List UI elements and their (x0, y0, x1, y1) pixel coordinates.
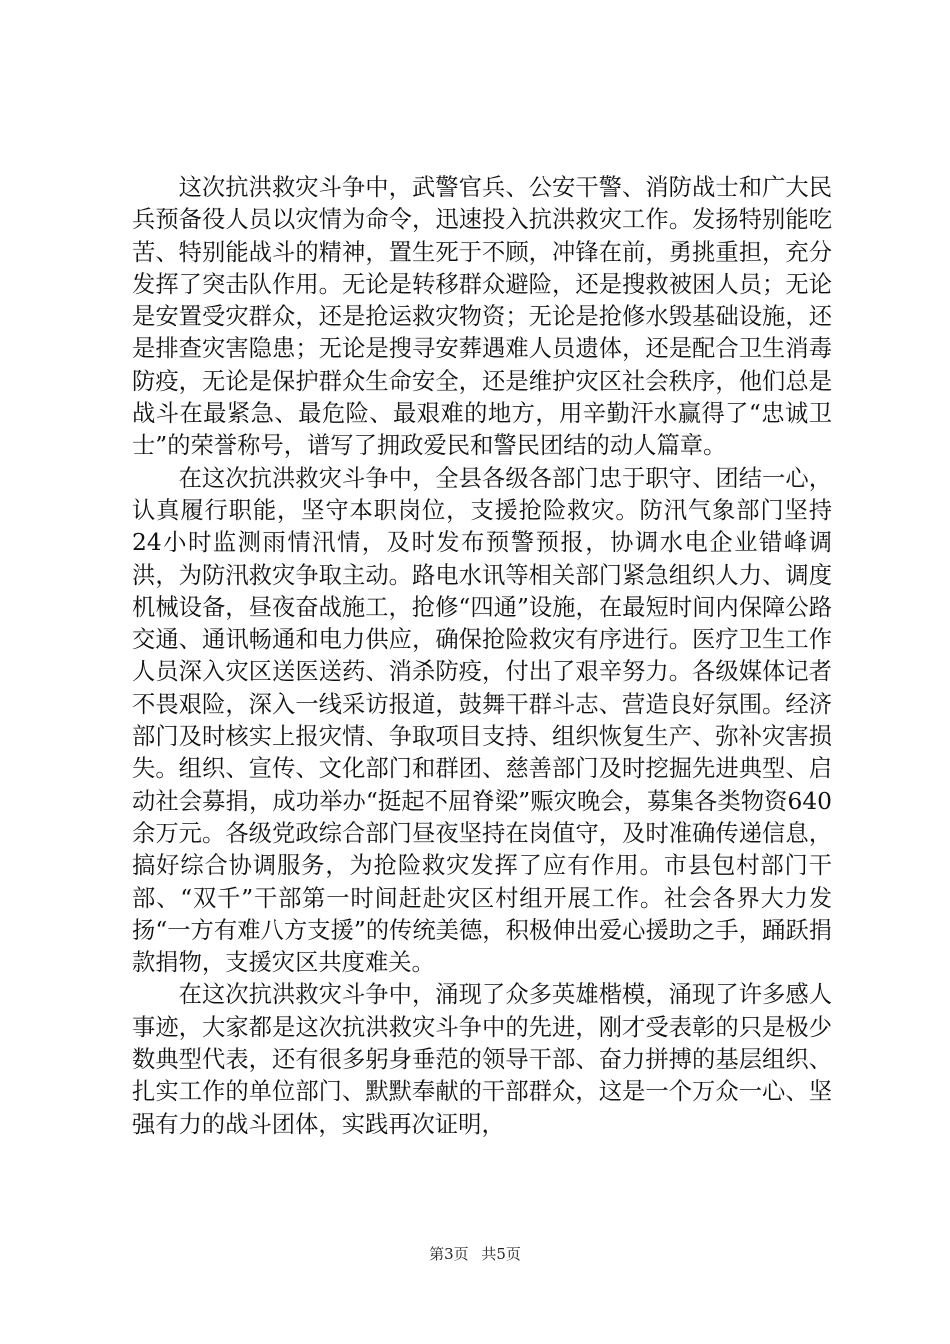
paragraph-1: 这次抗洪救灾斗争中，武警官兵、公安干警、消防战士和广大民兵预备役人员以灾情为命令，迅速投入抗洪救灾工作。发扬特别能吃苦、特别能战斗的精神，置生死于不顾，冲锋在前，勇挑重担，充分发挥了突击队作用。无论是转移群众避险，还是搜救被困人员；无论是安置受灾群众，还是抢运救灾物资；无论是抢修水毁基础设施，还是排查灾害隐患；无论是搜寻安葬遇难人员遗体，还是配合卫生消毒防疫，无论是保护群众生命安全，还是维护灾区社会秩序，他们总是战斗在最紧急、最危险、最艰难的地方，用辛勤汗水赢得了“忠诚卫士”的荣誉称号，谱写了拥政爱民和警民团结的动人篇章。 (132, 174, 832, 460)
page-number-total: 共5页 (481, 1245, 521, 1263)
paragraph-3: 在这次抗洪救灾斗争中，涌现了众多英雄楷模，涌现了许多感人事迹，大家都是这次抗洪救灾斗争中的先进，刚才受表彰的只是极少数典型代表，还有很多躬身垂范的领导干部、奋力拼搏的基层组织、扎实工作的单位部门、默默奉献的干部群众，这是一个万众一心、坚强有力的战斗团体，实践再次证明， (132, 981, 832, 1138)
document-body (132, 172, 832, 1141)
paragraph-2: 在这次抗洪救灾斗争中，全县各级各部门忠于职守、团结一心，认真履行职能，坚守本职岗位，支援抢险救灾。防汛气象部门坚持24小时监测雨情汛情，及时发布预警预报，协调水电企业错峰调洪，为防汛救灾争取主动。路电水讯等相关部门紧急组织人力、调度机械设备，昼夜奋战施工，抢修“四通”设施，在最短时间内保障公路交通、通讯畅通和电力供应，确保抢险救灾有序进行。医疗卫生工作人员深入灾区送医送药、消杀防疫，付出了艰辛努力。各级媒体记者不畏艰险，深入一线采访报道，鼓舞干群斗志、营造良好氛围。经济部门及时核实上报灾情、争取项目支持、组织恢复生产、弥补灾害损失。组织、宣传、文化部门和群团、慈善部门及时挖掘先进典型、启动社会募捐，成功举办“挺起不屈脊梁”赈灾晚会，募集各类物资640余万元。各级党政综合部门昼夜坚持在岗值守，及时准确传递信息，搞好综合协调服务，为抢险救灾发挥了应有作用。市县包村部门干部、“双千”干部第一时间赶赴灾区村组开展工作。社会各界大力发扬“一方有难八方支援”的传统美德，积极伸出爱心援助之手，踊跃捐款捐物，支援灾区共度难关。 (132, 464, 832, 977)
page-footer (0, 1244, 950, 1264)
page-number-current: 第3页 (429, 1245, 469, 1263)
